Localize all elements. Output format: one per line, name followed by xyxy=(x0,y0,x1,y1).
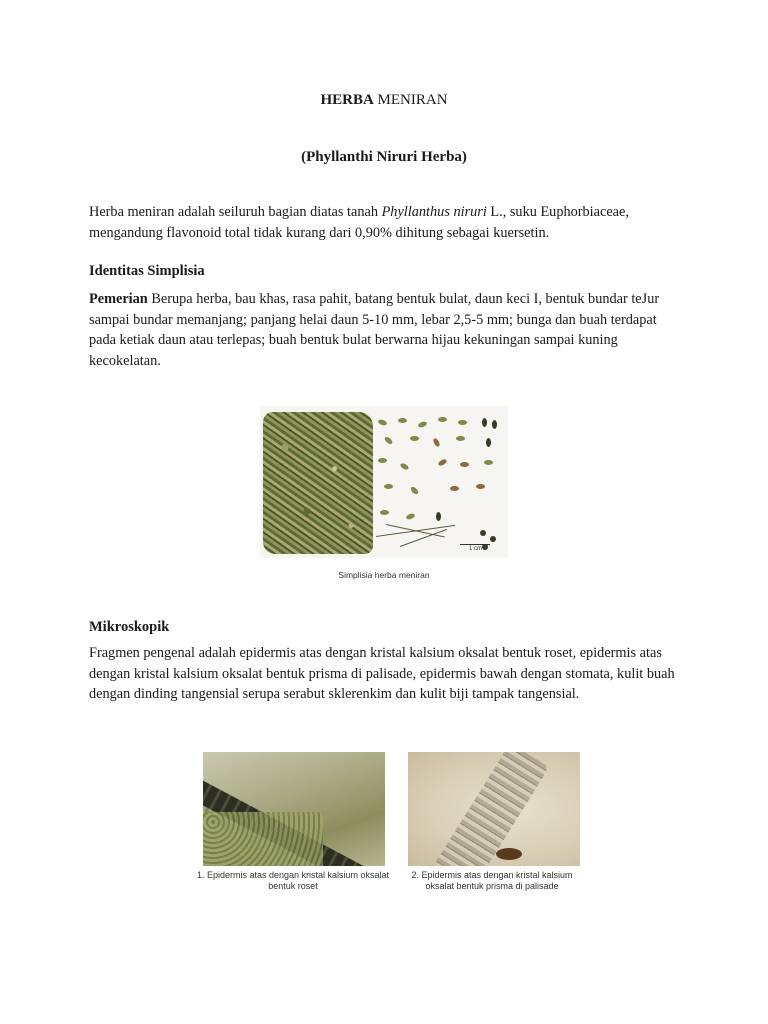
leaf-shape xyxy=(380,510,389,515)
micrograph-roset-photo xyxy=(203,752,385,866)
title-rest: MENIRAN xyxy=(373,92,448,108)
micrograph-prisma-photo xyxy=(408,752,580,866)
simplisia-caption: Simplisia herba meniran xyxy=(338,570,430,580)
species-name: Phyllanthus niruri xyxy=(381,204,487,220)
title-bold: HERBA xyxy=(320,92,374,108)
leaf-shape xyxy=(456,436,465,441)
leaf-shape xyxy=(486,438,491,447)
micrograph-caption-2 xyxy=(392,870,592,892)
leaf-shape xyxy=(405,513,415,521)
leaf-shape xyxy=(410,436,419,441)
leaf-shape xyxy=(492,420,497,429)
pemerian-text: Berupa herba, bau khas, rasa pahit, batang bentuk bulat, daun keci I, bentuk bundar teJur sampai bundar memanjang; panjang helai daun 5-10 mm, lebar 2,5-5 mm; bunga dan buah terdapat pada ketiak daun atau terlepas; buah bentuk bulat berwarna hijau kekuningan sampai kuning kecokelatan. xyxy=(89,291,660,369)
palisade-strip xyxy=(432,752,550,866)
caption-2-line-2: oksalat bentuk prisma di palisade xyxy=(425,881,559,891)
mikroskopik-paragraph: Fragmen pengenal adalah epidermis atas dengan kristal kalsium oksalat bentuk roset, epidermis atas dengan kristal kalsium oksalat bentuk prisma di palisade, epidermis bawah dengan stomata, kulit buah dengan dinding tangensial serupa serabut sklerenkim dan kulit biji tampak tangensial. xyxy=(89,645,675,702)
micrograph-caption-1 xyxy=(178,870,408,892)
simplisia-photo xyxy=(260,406,508,558)
leaf-shape xyxy=(484,460,493,465)
intro-text-2: L., suku Euphorbiaceae, mengandung flavonoid total tidak kurang dari 0,90% dihitung sebagai kuersetin. xyxy=(89,204,629,241)
document-title xyxy=(0,92,768,109)
leaf-shape xyxy=(490,536,496,542)
identitas-heading: Identitas Simplisia xyxy=(89,263,205,279)
scale-label: 1 cm xyxy=(469,546,483,552)
leaf-shape xyxy=(399,462,409,471)
leaf-shape xyxy=(436,512,441,521)
leaf-shape xyxy=(384,484,393,489)
leaf-shape xyxy=(458,420,467,425)
leaf-shape xyxy=(482,418,487,427)
leaf-shape xyxy=(383,436,393,446)
intro-paragraph xyxy=(89,202,679,243)
leaf-shape xyxy=(378,458,387,463)
brown-fragment xyxy=(496,848,522,860)
leaf-shape xyxy=(432,437,441,447)
leaf-shape xyxy=(398,418,407,423)
scale-bar xyxy=(460,544,490,545)
leaf-shape xyxy=(410,486,420,496)
intro-text-1: Herba meniran adalah seiluruh bagian diatas tanah xyxy=(89,204,382,220)
herb-pile-image xyxy=(263,412,373,554)
leaf-shape xyxy=(476,484,485,489)
mikroskopik-heading: Mikroskopik xyxy=(89,619,170,635)
leaf-shape xyxy=(438,417,447,422)
caption-1-line-2: bentuk roset xyxy=(268,881,318,891)
cell-texture xyxy=(203,812,323,866)
caption-2-line-1: 2. Epidermis atas dengan kristal kalsium xyxy=(411,870,573,880)
caption-1-line-1: 1. Epidermis atas dengan kristal kalsium oksalat xyxy=(196,870,390,880)
latin-name-subtitle: (Phyllanthi Niruri Herba) xyxy=(301,149,467,165)
leaf-shape xyxy=(417,421,427,429)
stem-shape xyxy=(386,524,445,537)
pemerian-paragraph xyxy=(89,289,679,371)
leaf-shape xyxy=(450,486,459,491)
leaf-shape xyxy=(480,530,486,536)
pemerian-label: Pemerian xyxy=(89,291,148,307)
leaf-shape xyxy=(437,458,447,467)
leaf-shape xyxy=(460,462,469,467)
leaf-shape xyxy=(377,419,387,427)
